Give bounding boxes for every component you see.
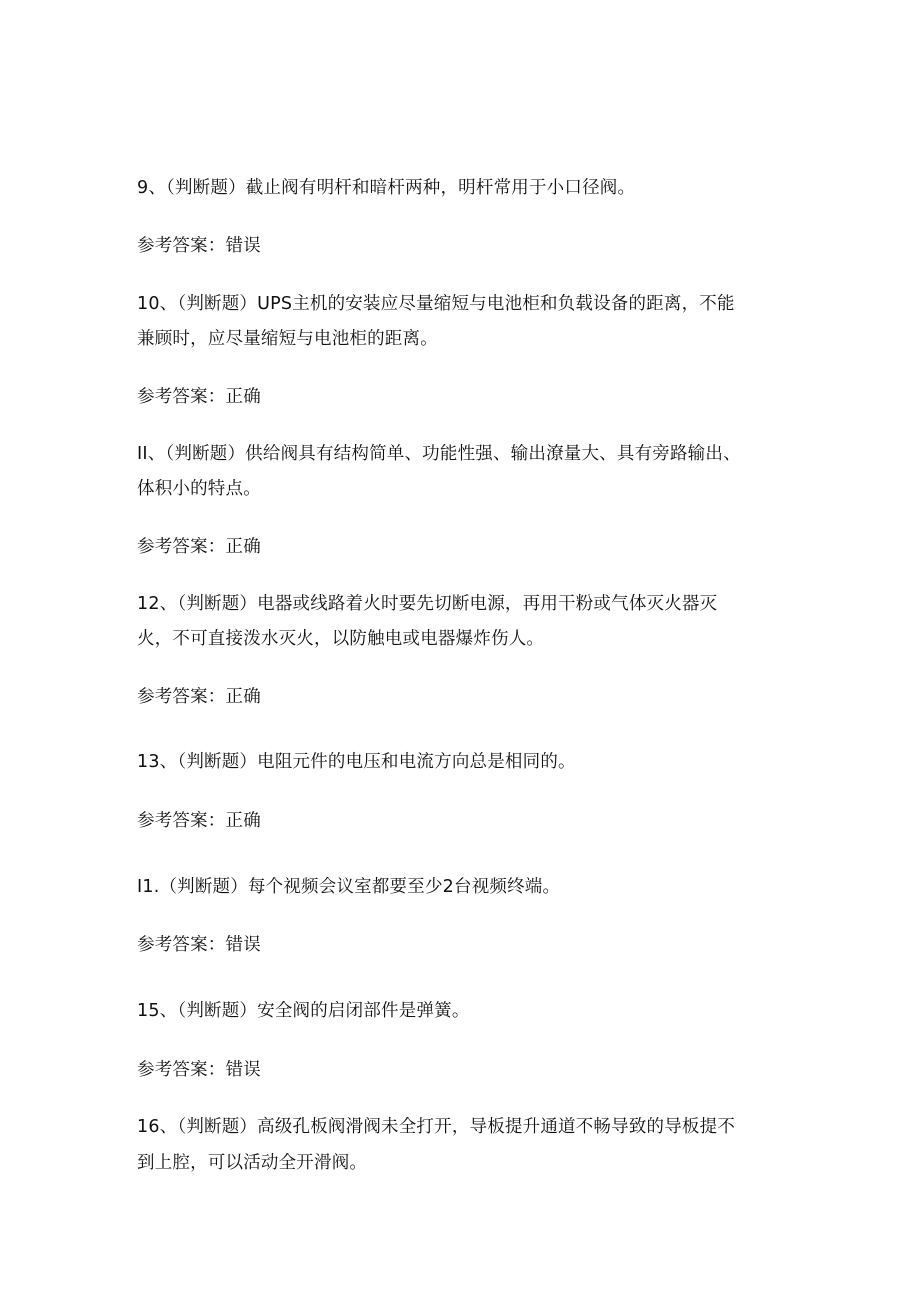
question-13-answer: 参考答案：正确 bbox=[137, 811, 261, 831]
question-15-text: 15、（判断题）安全阀的启闭部件是弹簧。 bbox=[137, 1001, 470, 1021]
question-12-text-line2: 火，不可直接泼水灭火，以防触电或电器爆炸伤人。 bbox=[137, 629, 545, 649]
question-13-text: 13、（判断题）电阻元件的电压和电流方向总是相同的。 bbox=[137, 752, 576, 772]
question-16-text-line2: 到上腔，可以活动全开滑阀。 bbox=[137, 1153, 368, 1173]
question-9-answer: 参考答案：错误 bbox=[137, 236, 261, 256]
question-11-text-line1: II、（判断题）供给阀具有结构简单、功能性强、输出潦量大、具有旁路输出、 bbox=[137, 444, 741, 464]
question-10-text-line2: 兼顾时，应尽量缩短与电池柜的距离。 bbox=[137, 329, 438, 349]
question-11-text-line2: 体积小的特点。 bbox=[137, 479, 261, 499]
question-10-text-line1: 10、（判断题）UPS主机的安装应尽量缩短与电池柜和负载设备的距离，不能 bbox=[137, 294, 735, 314]
question-9-text: 9、（判断题）截止阀有明杆和暗杆两种，明杆常用于小口径阀。 bbox=[137, 178, 636, 198]
question-11-answer: 参考答案：正确 bbox=[137, 537, 261, 557]
question-14-answer: 参考答案：错误 bbox=[137, 935, 261, 955]
question-12-answer: 参考答案：正确 bbox=[137, 687, 261, 707]
question-16-text-line1: 16、（判断题）高级孔板阀滑阀未全打开，导板提升通道不畅导致的导板提不 bbox=[137, 1117, 736, 1137]
question-14-text: I1.（判断题）每个视频会议室都要至少2台视频终端。 bbox=[137, 877, 561, 897]
question-10-answer: 参考答案：正确 bbox=[137, 387, 261, 407]
question-12-text-line1: 12、（判断题）电器或线路着火时要先切断电源，再用干粉或气体灭火器灭 bbox=[137, 594, 718, 614]
question-15-answer: 参考答案：错误 bbox=[137, 1060, 261, 1080]
